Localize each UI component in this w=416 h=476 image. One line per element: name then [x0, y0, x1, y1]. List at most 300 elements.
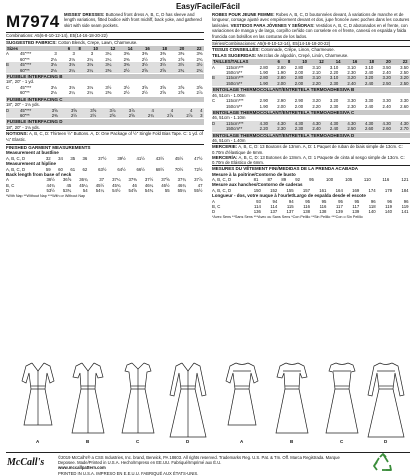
yardage-cell: 2⅝: [149, 68, 167, 73]
measure-cell: 164: [335, 187, 343, 193]
sketch-view-b: [266, 359, 318, 439]
measure-cell: 43½: [155, 155, 165, 161]
yardage-cell: 3.20: [375, 75, 393, 80]
yardage-cell: 4.30: [305, 121, 323, 126]
size-header-cell: 12: [318, 59, 324, 65]
sketch-label-d: D: [186, 439, 190, 444]
measure-cell: 89: [281, 176, 287, 182]
en-measure-title: FINISHED GARMENT MEASUREMENTS: [6, 144, 91, 150]
yardage-cell: 3⅜: [113, 62, 131, 67]
yardage-cell: 3⅝: [141, 84, 148, 90]
fabric-width: 150cm**: [226, 103, 243, 109]
yardage-cell: 3.20: [329, 98, 339, 104]
view-label: A: [6, 51, 9, 57]
measure-cell: 46¾: [177, 182, 187, 188]
view-label: [6, 90, 20, 95]
measure-cell: 54½: [112, 188, 121, 194]
en-bust-title: Measurement at bustline: [6, 150, 59, 156]
measure-cell: 174: [368, 187, 376, 193]
es-fabrics-title: TELAS SUGERIDAS:: [212, 52, 257, 58]
measure-cell: 37⅞: [194, 177, 203, 183]
yardage-cell: 2.30: [347, 103, 356, 109]
yardage-cell: 2.70: [392, 126, 410, 131]
en-intro-title: MISSES' DRESSES:: [64, 12, 105, 17]
measure-cell: 119: [401, 204, 409, 209]
es-fabrics-text: Mezclas de algodón, Crepé, Linón, Charmeuse.: [257, 52, 349, 58]
measure-cell: 37¾: [177, 177, 187, 183]
measure-cell: 116: [382, 176, 390, 182]
table-row: [6, 90, 204, 95]
measure-cell: 155: [286, 187, 294, 193]
yardage-cell: 3.50: [400, 64, 409, 70]
measure-cell: 41½: [136, 155, 145, 161]
measure-cell: 114: [254, 204, 261, 209]
measure-cell: 141: [401, 209, 409, 215]
size-header-cell: 18: [369, 59, 374, 65]
en-hip-title: Measurement at hipline: [6, 161, 57, 167]
view-label: [212, 81, 226, 86]
en-interfacing-b-title: FUSIBLE INTERFACING B: [6, 74, 204, 79]
yardage-cell: 3.10: [347, 64, 356, 70]
measure-cell: 55¼: [177, 188, 187, 194]
fabric-width: 150cm**: [226, 126, 252, 131]
size-header-cell: 10: [93, 46, 99, 52]
measure-cell: 116: [303, 204, 311, 209]
measure-cell: 55½: [194, 188, 203, 194]
fabric-width: 45"***: [20, 108, 40, 113]
measure-cell: 138: [319, 209, 327, 215]
view-label: A: [212, 64, 215, 70]
yardage-cell: 3⅝: [160, 84, 167, 90]
yardage-cell: 1.90: [252, 81, 270, 86]
en-interfacing-d-text: 18", 20" - 1⅛ yds.: [6, 124, 40, 130]
yardage-cell: 2.40: [364, 70, 374, 76]
sketch-label-c2: C: [340, 439, 344, 444]
yardage-cell: 3⅜: [196, 51, 203, 57]
yardage-cell: 1.90: [259, 103, 269, 109]
yardage-cell: 2.60: [400, 103, 409, 109]
measure-cell: 32: [45, 155, 51, 161]
fabric-width: 60"**: [20, 68, 40, 73]
sketch-label-a: A: [36, 439, 40, 444]
size-header-cell: 22: [196, 46, 202, 52]
en-interfacing-c-text: 18", 20" - 1⅛ yds.: [6, 102, 40, 108]
fabric-width: 115cm***: [226, 64, 244, 70]
measure-cell: 110: [363, 176, 371, 182]
measure-cell: 184: [401, 187, 409, 193]
yardage-cell: 2⅜: [40, 113, 59, 118]
yardage-cell: 3⅝: [59, 108, 78, 113]
measure-cell: 95: [354, 198, 360, 204]
measure-cell: 140: [368, 209, 376, 215]
yardage-cell: 2.50: [375, 81, 393, 86]
measure-cell: 179: [384, 187, 393, 193]
french-spanish-column: [212, 12, 410, 220]
yardage-cell: 3½: [105, 84, 112, 90]
yardage-cell: 3.20: [340, 75, 358, 80]
size-header-cell: 16: [352, 59, 358, 65]
yardage-cell: 3: [194, 113, 204, 118]
fr-back-title: Longueur - dos, votre nuque à l'ourlet/Largo de espalda desde el escote: [212, 193, 366, 199]
en-intro-text: Buttoned front dress A, B, C, D has sleeve and length variations, fitted bodice with front midriff, back yoke, and gathered skirt with side seam pockets.: [64, 12, 202, 28]
view-label: A, B, C, D: [212, 176, 232, 182]
view-label: A, B, C, D: [6, 155, 26, 161]
size-header-cell: 18: [162, 46, 168, 52]
view-label: [6, 68, 20, 73]
yardage-cell: 2.80: [287, 75, 305, 80]
en-intro: [64, 12, 204, 28]
en-notions: [6, 131, 204, 142]
measure-cell: 96: [370, 198, 376, 204]
yardage-cell: 2½: [59, 113, 78, 118]
size-header-cell: 8: [287, 59, 291, 65]
measure-cell: 60: [58, 166, 63, 172]
yardage-cell: 3½: [186, 62, 204, 67]
fr-measure-title: MESURES DU VÊTEMENT FINI/MEDIDAS DE LA PRENDA ACABADA: [212, 166, 359, 172]
garment-sketches: [4, 359, 412, 449]
yardage-cell: 3.20: [357, 75, 375, 80]
fabric-width: 150cm**: [226, 81, 252, 86]
yardage-cell: 3.30: [364, 98, 374, 104]
footer-text: [58, 455, 358, 476]
measure-cell: 46¼: [144, 182, 154, 188]
measure-cell: 137: [286, 209, 294, 215]
measure-cell: 94: [272, 198, 278, 204]
yardage-cell: 2.00: [270, 81, 288, 86]
measure-cell: 45: [66, 182, 72, 188]
yardage-cell: 3¼: [95, 62, 113, 67]
yardage-cell: 4.30: [270, 121, 288, 126]
yardage-cell: 2.80: [252, 75, 270, 80]
en-back-title: Back length from base of neck: [6, 171, 72, 177]
en-combinations: Combinations: A5(6-8-10-12-14), E5(14-16-18-20-22): [6, 33, 108, 39]
fr-fabrics-text: Cotonnade, Crêpe, Linon, Charmeuse.: [260, 47, 335, 53]
measure-cell: 119: [385, 204, 393, 209]
yardage-cell: 3⅜: [160, 51, 167, 57]
measure-cell: 87: [267, 176, 273, 182]
fabric-width: 60"**: [20, 90, 30, 96]
yardage-cell: 3.10: [312, 64, 321, 70]
measure-cell: 63½: [98, 166, 107, 172]
measure-cell: 95: [309, 176, 314, 182]
yardage-cell: 2.30: [287, 126, 305, 131]
yardage-cell: 2¾: [186, 68, 204, 73]
view-label: B: [212, 75, 226, 80]
view-label: D: [212, 209, 216, 215]
yardage-cell: 2.80: [294, 64, 304, 70]
yardage-cell: 2.00: [294, 103, 304, 109]
en-interfacing-d-title: FUSIBLE INTERFACING D: [6, 119, 204, 124]
measure-cell: 118: [368, 204, 376, 209]
yardage-cell: 2.40: [364, 103, 374, 109]
measure-cell: 139: [352, 209, 360, 215]
english-column: [6, 12, 204, 199]
yardage-cell: 4.30: [375, 121, 393, 126]
measure-cell: 47½: [194, 155, 203, 161]
yardage-cell: 3⅞: [117, 108, 136, 113]
view-label: C: [6, 84, 10, 90]
yardage-cell: 4.30: [252, 121, 270, 126]
mccalls-logo: [6, 455, 52, 469]
size-header-cell: 14: [335, 59, 341, 65]
yardage-cell: 2⅜: [95, 68, 113, 73]
fr-combinations: Séries/Combinaciones: A5(6-8-10-12-14), E5(14-16-18-20-22): [212, 41, 331, 47]
yardage-cell: 2⅝: [178, 56, 185, 62]
sketch-view-a: [216, 359, 268, 439]
es-notions: [212, 155, 410, 165]
yardage-cell: 2⅝: [98, 113, 117, 118]
table-row: [6, 68, 204, 73]
fabric-width: 60"**: [20, 113, 40, 118]
measure-cell: 55: [164, 188, 170, 194]
brand-title: Easy/Facile/Fácil: [175, 2, 241, 11]
yardage-cell: 3⅛: [40, 62, 58, 67]
en-notions-title: NOTIONS:: [6, 131, 28, 137]
en-yardage-table-c: [6, 85, 204, 96]
yardage-cell: 3.30: [382, 98, 391, 104]
table-row: [212, 81, 410, 86]
yardage-cell: 3⅛: [68, 84, 75, 90]
measure-cell: 92: [295, 176, 301, 182]
sketch-front-a: [12, 359, 64, 439]
yardage-cell: 3.10: [305, 75, 323, 80]
yardage-cell: 2.00: [287, 81, 305, 86]
size-header-cell: 12: [110, 46, 116, 52]
yardage-cell: 2.40: [382, 70, 391, 76]
sketch-label-a2: A: [240, 439, 244, 444]
yardage-cell: 2.90: [294, 98, 304, 104]
fabric-width: 60"**: [20, 56, 30, 62]
sketch-front-c: [112, 359, 164, 439]
yardage-cell: 2⅝: [131, 68, 149, 73]
yardage-cell: 3¼: [105, 51, 112, 57]
yardage-cell: 4.30: [287, 121, 305, 126]
measure-cell: 37¼: [112, 177, 121, 183]
yardage-cell: 2.00: [277, 103, 286, 109]
yardage-cell: 3.30: [400, 98, 409, 104]
fabric-width: 150cm**: [226, 70, 243, 76]
measure-cell: 44¾: [46, 182, 55, 188]
fr-interfacing-b-text: 46, 51cm - 1.00m: [212, 92, 246, 98]
yardage-cell: 2.40: [305, 126, 323, 131]
yardage-cell: 2½: [78, 113, 97, 118]
fr-intro-text: Robes A, B, C, D boutonnées devant, à variations de manche et de longueur, corsage ajusté avec empiècement devant et dos, jupe froncée avec poches dans les coutures latérales.: [212, 12, 410, 28]
view-label: [212, 126, 226, 131]
measure-cell: 53½: [46, 188, 55, 194]
fabric-width: 115cm***: [226, 98, 244, 104]
yardage-cell: 4: [155, 108, 174, 113]
sketch-label-b: B: [86, 439, 90, 444]
measure-cell: 59: [45, 166, 51, 172]
yardage-cell: 3½: [168, 62, 186, 67]
measure-cell: 140: [384, 209, 393, 215]
measure-cell: 93: [256, 198, 261, 204]
fr-interfacing-b-title: ENTOILAGE THERMOCOLLANT/ENTRETELA TERMOADHESIVA B: [212, 87, 410, 92]
fr-back-table: [212, 199, 410, 215]
size-header-cell: 22: [402, 59, 408, 65]
yardage-cell: 3½: [123, 84, 130, 90]
measure-cell: 115: [286, 204, 294, 209]
fr-interfacing-c-text: 46, 51cm - 1.10m: [212, 115, 246, 121]
measure-cell: 70½: [174, 166, 184, 172]
yardage-cell: 2⅞: [155, 113, 174, 118]
yardage-cell: 3.10: [364, 64, 374, 70]
yardage-cell: 2⅜: [123, 56, 130, 62]
pattern-number: M7974: [6, 12, 60, 31]
size-header-cell: 14: [127, 46, 133, 52]
en-yardage-table-d: [6, 108, 204, 119]
measure-cell: 45¼: [79, 182, 88, 188]
yardage-cell: 3⅞: [98, 108, 117, 113]
view-label: A, B, C, D: [212, 187, 232, 193]
yardage-cell: 2½: [123, 90, 130, 96]
view-label: A: [212, 198, 215, 204]
yardage-cell: 2¼: [68, 90, 75, 96]
size-header-cell: 16: [145, 46, 150, 52]
yardage-cell: 2½: [141, 90, 148, 96]
measure-cell: 150: [253, 187, 261, 193]
yardage-cell: 1.90: [259, 70, 269, 76]
yardage-cell: 3.20: [312, 98, 321, 104]
measure-cell: 95: [338, 198, 343, 204]
fabric-width: 45"***: [20, 62, 40, 67]
sketch-label-c: C: [136, 439, 140, 444]
fr-bust-title: Mesure à la poitrine/Contorno de busto: [212, 171, 296, 177]
measure-cell: 68½: [155, 166, 165, 172]
fr-sizes-label: TAILLES/TALLAS: [213, 59, 249, 65]
measure-cell: 62: [82, 166, 88, 172]
measure-cell: 54¾: [144, 188, 154, 194]
fr-nap-note: *Avec Sens **Sans Sens ***Avec ou Sans Sens *Con Pelillo **Sin Pelillo ***Con o Sin Pelillo: [212, 214, 363, 219]
yardage-cell: 2.40: [382, 103, 391, 109]
sketch-label-d2: D: [384, 439, 388, 444]
measure-cell: 36¾: [79, 177, 88, 183]
website: www.mccallpattern.com: [58, 465, 106, 471]
measure-cell: 136: [253, 209, 261, 215]
measure-cell: 46½: [161, 182, 170, 188]
measure-cell: 45½: [95, 182, 105, 188]
sketch-label-b2: B: [290, 439, 294, 444]
en-back-table: [6, 177, 204, 193]
en-fabrics-title: SUGGESTED FABRICS:: [6, 39, 57, 45]
view-label: [6, 113, 20, 118]
yardage-cell: 3⅝: [40, 108, 59, 113]
yardage-cell: 3: [72, 51, 75, 57]
printed-tagline: PRINTED IN U.S.A. IMPRESO EN E.E.U.U. FABRIQUÉ AUX ÉTATS-UNIS.: [58, 470, 199, 476]
fabric-width: 45"***: [20, 84, 32, 90]
yardage-cell: 2¼: [87, 56, 94, 62]
measure-cell: 137: [270, 209, 278, 215]
table-row: [6, 113, 204, 118]
yardage-cell: 3½: [131, 62, 149, 67]
measure-cell: 61: [70, 166, 76, 172]
measure-cell: 105: [345, 176, 353, 182]
measure-cell: 54⅝: [128, 188, 137, 194]
yardage-cell: 1.90: [277, 70, 286, 76]
measure-cell: 45½: [174, 155, 184, 161]
measure-cell: 37½: [144, 177, 154, 183]
yardage-cell: 3: [90, 51, 94, 57]
yardage-cell: 3½: [149, 62, 167, 67]
measure-cell: 121: [401, 176, 409, 182]
measure-cell: 152: [270, 187, 278, 193]
yardage-cell: 2⅝: [160, 90, 167, 96]
en-interfacing-b-text: 18", 20" - 1 yd.: [6, 79, 35, 85]
yardage-cell: 4.30: [392, 121, 410, 126]
measure-cell: 36½: [46, 177, 55, 183]
view-label: D: [6, 188, 10, 194]
yardage-cell: 3⅛: [76, 62, 94, 67]
measure-cell: 95: [321, 198, 327, 204]
fabric-width: 115cm***: [226, 121, 252, 126]
measure-cell: 54¼: [95, 188, 105, 194]
yardage-cell: 3⅛: [58, 62, 76, 67]
fabric-width: 115cm***: [226, 75, 252, 80]
measure-cell: 66½: [136, 166, 145, 172]
fr-interfacing-d-text: 46, 51cm - 1.40m: [212, 137, 246, 143]
yardage-cell: 3: [54, 51, 57, 57]
yardage-cell: 3.50: [382, 64, 391, 70]
yardage-cell: 4: [136, 108, 155, 113]
yardage-cell: 4.30: [340, 121, 358, 126]
size-header-cell: 8: [78, 46, 81, 52]
measure-cell: 34: [58, 155, 63, 161]
es-fabrics: [212, 53, 410, 58]
view-label: D: [212, 121, 226, 126]
yardage-cell: 2¾: [196, 56, 203, 62]
yardage-cell: 2¼: [76, 68, 94, 73]
measure-cell: 72½: [194, 166, 203, 172]
measure-cell: 138: [302, 209, 311, 215]
view-label: [212, 104, 226, 109]
yardage-cell: 2⅝: [178, 90, 185, 96]
measure-cell: 139: [335, 209, 343, 215]
es-notions-text: A, B, C, D: 13 Botones de 13mm. A, D: 1 Paquete de cinta al sesgo simple de 13cm. C: 0.70m de Elástico de 6mm.: [212, 154, 405, 166]
view-label: C: [212, 98, 216, 104]
fr-fabrics-title: TISSUS CONSEILLÉS:: [212, 47, 260, 53]
view-label: D: [6, 108, 20, 113]
fr-interfacing-d-title: ENTOILAGE THERMOCOLLANT/ENTRETELA TERMOADHESIVA D: [212, 133, 410, 138]
measure-cell: 169: [352, 187, 360, 193]
yardage-cell: 3⅜: [178, 51, 185, 57]
yardage-cell: 3⅜: [141, 51, 148, 57]
sketch-front-d: [162, 359, 214, 439]
yardage-cell: 3⅛: [50, 84, 57, 90]
measure-cell: 157: [302, 187, 311, 193]
measure-cell: 53¾: [62, 188, 72, 194]
yardage-cell: 2.20: [305, 81, 323, 86]
yardage-cell: 2¼: [58, 68, 76, 73]
yardage-cell: 2.00: [294, 70, 304, 76]
yardage-cell: 2.50: [400, 70, 409, 76]
measure-cell: 54: [82, 188, 88, 194]
measure-cell: 81: [253, 176, 259, 182]
measure-cell: 96: [403, 198, 409, 204]
yardage-cell: 3.10: [322, 75, 340, 80]
yardage-cell: 2.40: [357, 81, 375, 86]
yardage-cell: 2.10: [312, 70, 321, 76]
measure-cell: 114: [270, 204, 278, 209]
view-label: A, B, C, D: [6, 166, 26, 172]
size-header-cell: 6: [67, 46, 71, 52]
measure-cell: 116: [319, 204, 327, 209]
measure-cell: 117: [335, 204, 343, 209]
table-row: [212, 104, 410, 109]
size-header-cell: 20: [179, 46, 185, 52]
yardage-cell: 3⅝: [78, 108, 97, 113]
view-label: B, C: [6, 182, 15, 188]
yardage-cell: 3.30: [347, 98, 356, 104]
